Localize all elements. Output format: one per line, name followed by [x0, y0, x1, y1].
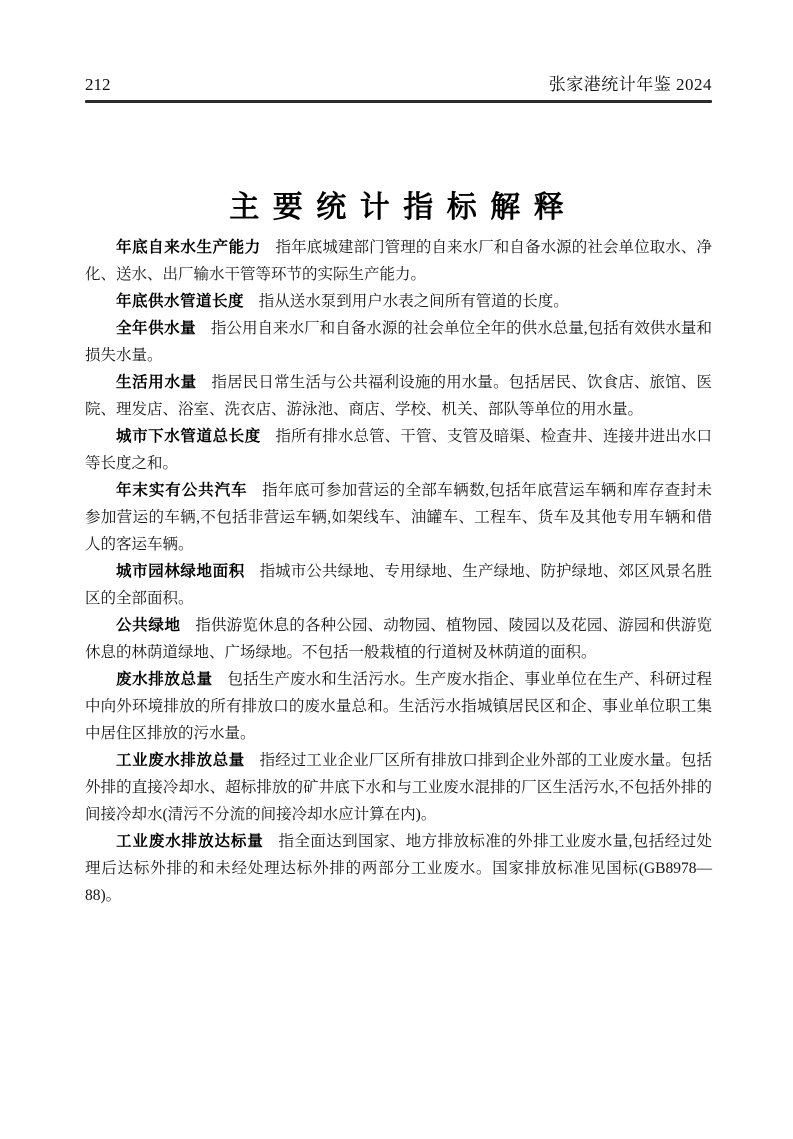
definition-paragraph	[85, 828, 712, 909]
header-rule	[85, 100, 712, 103]
definition-text: 指全面达到国家、地方排放标准的外排工业废水量,包括经过处理后达标外排的和未经处理达标外排的两部分工业废水。国家排放标准见国标(GB8978—88)。	[85, 833, 712, 904]
page-number: 212	[85, 75, 111, 94]
definition-text: 指居民日常生活与公共福利设施的用水量。包括居民、饮食店、旅馆、医院、理发店、浴室、洗衣店、游泳池、商店、学校、机关、部队等单位的用水量。	[85, 374, 712, 418]
definition-text: 指公用自来水厂和自备水源的社会单位全年的供水总量,包括有效供水量和损失水量。	[85, 320, 712, 364]
definition-text: 指年底可参加营运的全部车辆数,包括年底营运车辆和库存查封未参加营运的车辆,不包括非营运车辆,如架线车、油罐车、工程车、货车及其他专用车辆和借人的客运车辆。	[85, 482, 712, 553]
definition-paragraph	[85, 612, 712, 666]
term-label: 城市园林绿地面积	[116, 563, 245, 580]
term-label: 公共绿地	[116, 617, 181, 634]
definition-paragraph	[85, 558, 712, 612]
term-label: 生活用水量	[116, 374, 197, 391]
term-label: 城市下水管道总长度	[116, 428, 261, 445]
page-header	[85, 74, 712, 96]
term-label: 年底供水管道长度	[116, 293, 245, 310]
definition-text: 包括生产废水和生活污水。生产废水指企、事业单位在生产、科研过程中向外环境排放的所有排放口的废水量总和。生活污水指城镇居民区和企、事业单位职工集中居住区排放的污水量。	[85, 671, 712, 742]
definition-paragraph	[85, 288, 712, 315]
definition-text: 指城市公共绿地、专用绿地、生产绿地、防护绿地、郊区风景名胜区的全部面积。	[85, 563, 712, 607]
term-label: 废水排放总量	[116, 671, 213, 688]
document-title: 主要统计指标解释	[229, 191, 578, 225]
definition-paragraph	[85, 477, 712, 558]
yearbook-edition: 张家港统计年鉴 2024	[548, 75, 712, 94]
definition-paragraph	[85, 666, 712, 747]
definition-paragraph	[85, 747, 712, 828]
definition-text: 指所有排水总管、干管、支管及暗渠、检查井、连接井进出水口等长度之和。	[85, 428, 712, 472]
definition-text: 指经过工业企业厂区所有排放口排到企业外部的工业废水量。包括外排的直接冷却水、超标排放的矿井底下水和与工业废水混排的厂区生活污水,不包括外排的间接冷却水(清污不分流的间接冷却水应计算在内)。	[85, 752, 712, 823]
definitions-section	[85, 234, 712, 909]
definition-text: 指供游览休息的各种公园、动物园、植物园、陵园以及花园、游园和供游览休息的林荫道绿地、广场绿地。不包括一般栽植的行道树及林荫道的面积。	[85, 617, 712, 661]
term-label: 全年供水量	[116, 320, 197, 337]
definition-paragraph	[85, 369, 712, 423]
term-label: 工业废水排放达标量	[116, 833, 264, 850]
definition-paragraph	[85, 423, 712, 477]
term-label: 年底自来水生产能力	[116, 239, 261, 256]
term-label: 工业废水排放总量	[116, 752, 245, 769]
definition-paragraph	[85, 234, 712, 288]
definition-paragraph	[85, 315, 712, 369]
definition-text: 指年底城建部门管理的自来水厂和自备水源的社会单位取水、净化、送水、出厂输水干管等环节的实际生产能力。	[85, 239, 712, 283]
term-label: 年末实有公共汽车	[116, 482, 248, 499]
definition-text: 指从送水泵到用户水表之间所有管道的长度。	[258, 293, 569, 310]
